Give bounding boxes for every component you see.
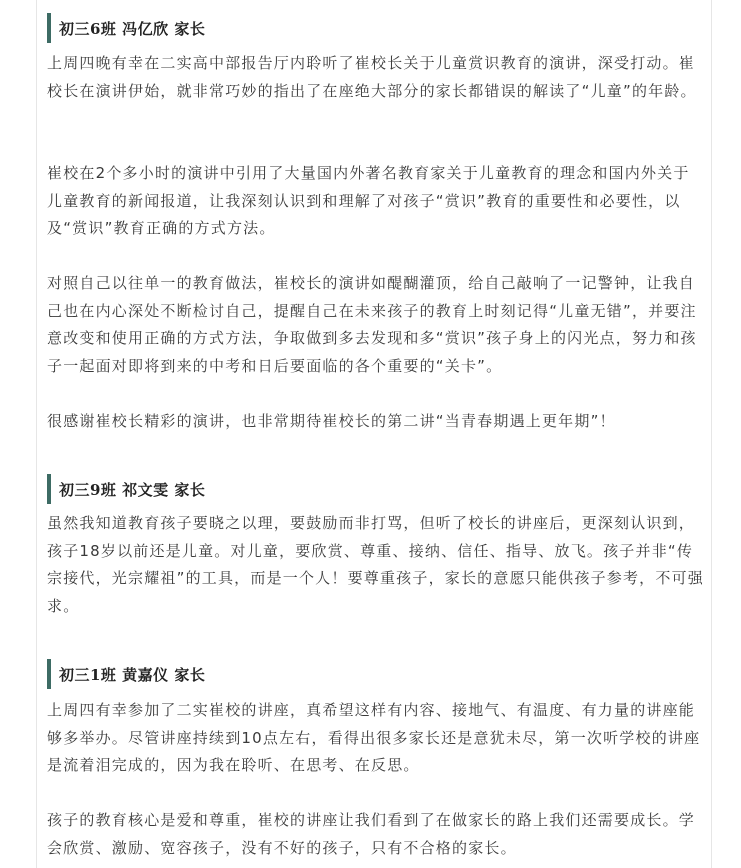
- comment-paragraph: [47, 50, 705, 105]
- section-heading: 初三9班 祁文雯 家长: [47, 474, 705, 504]
- comment-paragraph: [47, 510, 705, 620]
- paragraph: 虽然我知道教育孩子要晓之以理，要鼓励而非打骂，但听了校长的讲座后，更深刻认识到，孩子18岁以前还是儿童。对儿童，要欣赏、尊重、接纳、信任、指导、放飞。孩子并非“传宗接代，光宗耀祖”的工具，而是一个人！要尊重孩子，家长的意愿只能供孩子参考，不可强求。: [47, 514, 704, 615]
- comment-paragraph: [47, 270, 705, 380]
- section-heading: 初三1班 黄嘉仪 家长: [47, 659, 705, 689]
- parent-comment-section: [47, 659, 705, 689]
- paragraph: 上周四有幸参加了二实崔校的讲座，真希望这样有内容、接地气、有温度、有力量的讲座能够多举办。尽管讲座持续到10点左右，看得出很多家长还是意犹未尽，第一次听学校的讲座是流着泪完成的，因为我在聆听、在思考、在反思。: [47, 701, 701, 774]
- comment-paragraph: [47, 807, 705, 862]
- comment-paragraph: [47, 697, 705, 780]
- paragraph: 对照自己以往单一的教育做法，崔校长的演讲如醍醐灌顶，给自己敲响了一记警钟，让我自己也在内心深处不断检讨自己，提醒自己在未来孩子的教育上时刻记得“儿童无错”，并要注意改变和使用正确的方式方法，争取做到多去发现和多“赏识”孩子身上的闪光点，努力和孩子一起面对即将到来的中考和日后要面临的各个重要的“关卡”。: [47, 274, 697, 375]
- paragraph: 崔校在2个多小时的演讲中引用了大量国内外著名教育家关于儿童教育的理念和国内外关于儿童教育的新闻报道，让我深刻认识到和理解了对孩子“赏识”教育的重要性和必要性，以及“赏识”教育正确的方式方法。: [47, 164, 690, 237]
- parent-comment-section: [47, 13, 705, 43]
- paragraph: 上周四晚有幸在二实高中部报告厅内聆听了崔校长关于儿童赏识教育的演讲，深受打动。崔校长在演讲伊始，就非常巧妙的指出了在座绝大部分的家长都错误的解读了“儿童”的年龄。: [47, 54, 697, 100]
- comment-paragraph: [47, 408, 705, 436]
- comment-paragraph: [47, 160, 705, 243]
- paragraph: 很感谢崔校长精彩的演讲，也非常期待崔校长的第二讲“当青春期遇上更年期”！: [47, 412, 616, 430]
- section-heading: 初三6班 冯亿欣 家长: [47, 13, 705, 43]
- parent-comment-section: [47, 474, 705, 504]
- paragraph: 孩子的教育核心是爱和尊重，崔校的讲座让我们看到了在做家长的路上我们还需要成长。学会欣赏、激励、宽容孩子，没有不好的孩子，只有不合格的家长。: [47, 811, 696, 857]
